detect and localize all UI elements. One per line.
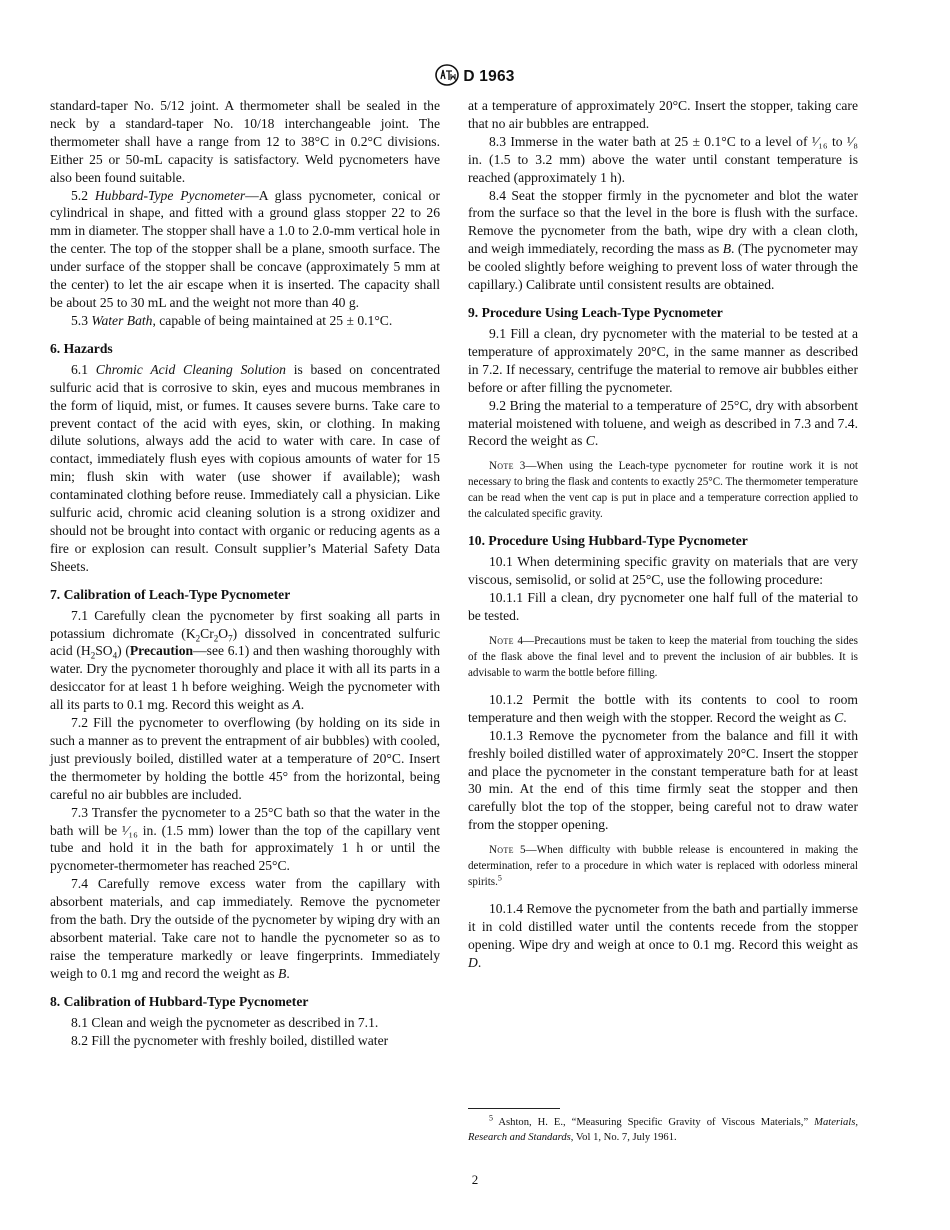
section-10-1-1: 10.1.1 Fill a clean, dry pycnometer one half full of the material to be tested.: [468, 590, 858, 624]
document-designation: D 1963: [463, 68, 515, 85]
note-3: Note 3—When using the Leach-type pycnometer for routine work it is not necessary to bring the flask and contents to exactly 25°C. The thermometer temperature can be read when the vent cap is put in place and a temperature correction applied to the calculated specific gravity.: [468, 460, 858, 521]
section-7-1: 7.1 Carefully clean the pycnometer by first soaking all parts in potassium dichromate $(K_2Cr_2O_7)$ dissolved in concentrated sulfuric acid $(H_2SO_4)$ (Precaution—see 6.1) and then washing thoroughly with water. Dry the pycnometer thoroughly and place it with all its parts in a desiccator for at least 1 h before weighing. Weigh the pycnometer with all its parts to 0.1 mg. Record this weight as A.: [50, 607, 440, 713]
section-8-1: 8.1 Clean and weigh the pycnometer as described in 7.1.: [71, 1014, 379, 1030]
heading-calibration-leach: 7. Calibration of Leach-Type Pycnometer: [50, 586, 291, 602]
section-7-2: 7.2 Fill the pycnometer to overflowing (by holding on its side in such a manner as to prevent the entrapment of air bubbles) with cooled, just previously boiled, distilled water at a temperature of 20°C. Insert the thermometer by holding the bottle 45° from the horizontal, being careful no air bubbles are included.: [50, 715, 440, 802]
section-10-1-2: 10.1.2 Permit the bottle with its contents to cool to room temperature and then weigh with the stopper. Record the weight as C.: [468, 691, 858, 725]
section-9-2: 9.2 Bring the material to a temperature of 25°C, dry with absorbent material moistened with toluene, and weigh as described in 7.3 and 7.4. Record the weight as C.: [468, 397, 858, 449]
astm-logo-icon: [435, 64, 459, 91]
left-column: [50, 97, 440, 1050]
footnote: $^5$ Ashton, H. E., “Measuring Specific Gravity of Viscous Materials,” Materials, Research and Standards, Vol 1, No. 7, July 1961.: [468, 1113, 858, 1143]
section-8-4: 8.4 Seat the stopper firmly in the pycnometer and blot the water from the surface so that the level in the bore is flush with the surface. Remove the pycnometer from the bath, wipe dry with a clean cloth, and weigh immediately, recording the mass as B. (The pycnometer may be cooled slightly before weighing to prevent loss of water through the capillary.) Calibrate until consistent results are obtained.: [468, 187, 859, 293]
heading-calibration-hubbard: 8. Calibration of Hubbard-Type Pycnometer: [50, 993, 309, 1009]
section-7-4: 7.4 Carefully remove excess water from the capillary with absorbent materials, and cap immediately. Remove the pycnometer from the bath. Dry the outside of the pycnometer by wiping dry with an absorbent material. Take care not to handle the pycnometer so as to raise the temperature markedly or leave fingerprints. Immediately weigh to 0.1 mg and record the weight as B.: [50, 876, 440, 981]
section-6-1: 6.1 Chromic Acid Cleaning Solution is based on concentrated sulfuric acid that is corrosive to skin, eyes and mucous membranes in the form of liquid, mist, or fumes. It causes severe burns. Take care to prevent contact of the acid with eyes, skin, or clothing. In making dilute solutions, always add the acid to water with care. In case of contact, immediately flush eyes with copious amounts of water for 15 min; flush skin with water (use shower if available); wash contaminated clothing before reuse. Immediately call a physician. Like sulfuric acid, chromic acid cleaning solution is a strong oxidizer and should not be brought into contact with organic or reducing agents as a fire or explosion can result. Consult supplier’s Material Safety Data Sheets.: [50, 361, 441, 574]
page-header: [0, 64, 950, 91]
heading-procedure-hubbard: 10. Procedure Using Hubbard-Type Pycnometer: [468, 533, 748, 549]
section-10-1-3: 10.1.3 Remove the pycnometer from the balance and fill it with freshly boiled distilled water of approximately 20°C. Insert the stopper and place the pycnometer in the constant temperature bath for at least 30 min. At the end of this time firmly seat the stopper and then carefully blot the top of the stopper, being careful not to draw water from the stopper opening.: [468, 727, 858, 833]
heading-procedure-leach: 9. Procedure Using Leach-Type Pycnometer: [468, 304, 723, 320]
footnote-reference: 5: [497, 873, 502, 883]
section-5-2: 5.2 Hubbard-Type Pycnometer—A glass pycnometer, conical or cylindrical in shape, and fitted with a ground glass stopper 22 to 26 mm in diameter. The stopper shall have a 1.0 to 2.0-mm vertical hole in the center. The top of the stopper shall be a plane, smooth surface. The under surface of the stopper shall be concave (approximately 5 mm at the center) to let the air escape when it is inserted. The capacity shall be about 25 to 30 mL and the weight not more than 40 g.: [50, 187, 440, 310]
section-9-1: 9.1 Fill a clean, dry pycnometer with the material to be tested at a temperature of approximately 20°C, in the same manner as described in 7.2. If necessary, centrifuge the material to remove air bubbles either before or after filling the pycnometer.: [468, 325, 858, 395]
section-10-1-4: 10.1.4 Remove the pycnometer from the bath and partially immerse it in cold distilled water until the contents recede from the stopper opening. Wipe dry and weigh at once to 0.1 mg. Record this weight as D.: [468, 901, 858, 970]
section-5-3: 5.3 Water Bath, capable of being maintained at 25 ± 0.1°C.: [71, 312, 393, 328]
section-7-3: 7.3 Transfer the pycnometer to a 25°C bath so that the water in the bath will be ¹⁄₁₆ in. (1.5 mm) lower than the top of the capillary vent tube and hold it in the bath for approximately 1 h or until the pycnometer-thermometer has reached 25°C.: [50, 804, 440, 874]
section-10-1: 10.1 When determining specific gravity on materials that are very viscous, semisolid, or solid at 25°C, use the following procedure:: [468, 554, 858, 588]
section-8-3: 8.3 Immerse in the water bath at 25 ± 0.1°C to a level of ¹⁄₁₆ to ¹⁄₈ in. (1.5 to 3.2 mm) above the water until constant temperature is reached (approximately 1 h).: [468, 133, 858, 185]
paragraph-continuation: standard-taper No. 5/12 joint. A thermometer shall be sealed in the neck by a standard-taper No. 10/18 interchangeable joint. The thermometer shall have a range from 12 to 38°C in 0.2°C divisions. Either 25 or 50-mL capacity is satisfactory. Weld pycnometers have also been found suitable.: [50, 98, 440, 185]
section-8-2: 8.2 Fill the pycnometer with freshly boiled, distilled water: [71, 1032, 389, 1048]
note-4: Note 4—Precautions must be taken to keep the material from touching the sides of the flask above the final level and to prevent the inclusion of air bubbles. It is advisable to warm the bottle before filling.: [468, 634, 858, 679]
footnote-divider: [468, 1108, 560, 1109]
right-column: [468, 97, 858, 972]
note-5: Note 5—When difficulty with bubble release is encountered in making the determination, refer to a procedure in which water is replaced with odorless mineral spirits.$^5$: [468, 844, 858, 889]
heading-hazards: 6. Hazards: [50, 340, 113, 356]
page-number: 2: [471, 1172, 479, 1187]
paragraph-continuation: at a temperature of approximately 20°C. Insert the stopper, taking care that no air bubbles are entrapped.: [468, 98, 858, 131]
